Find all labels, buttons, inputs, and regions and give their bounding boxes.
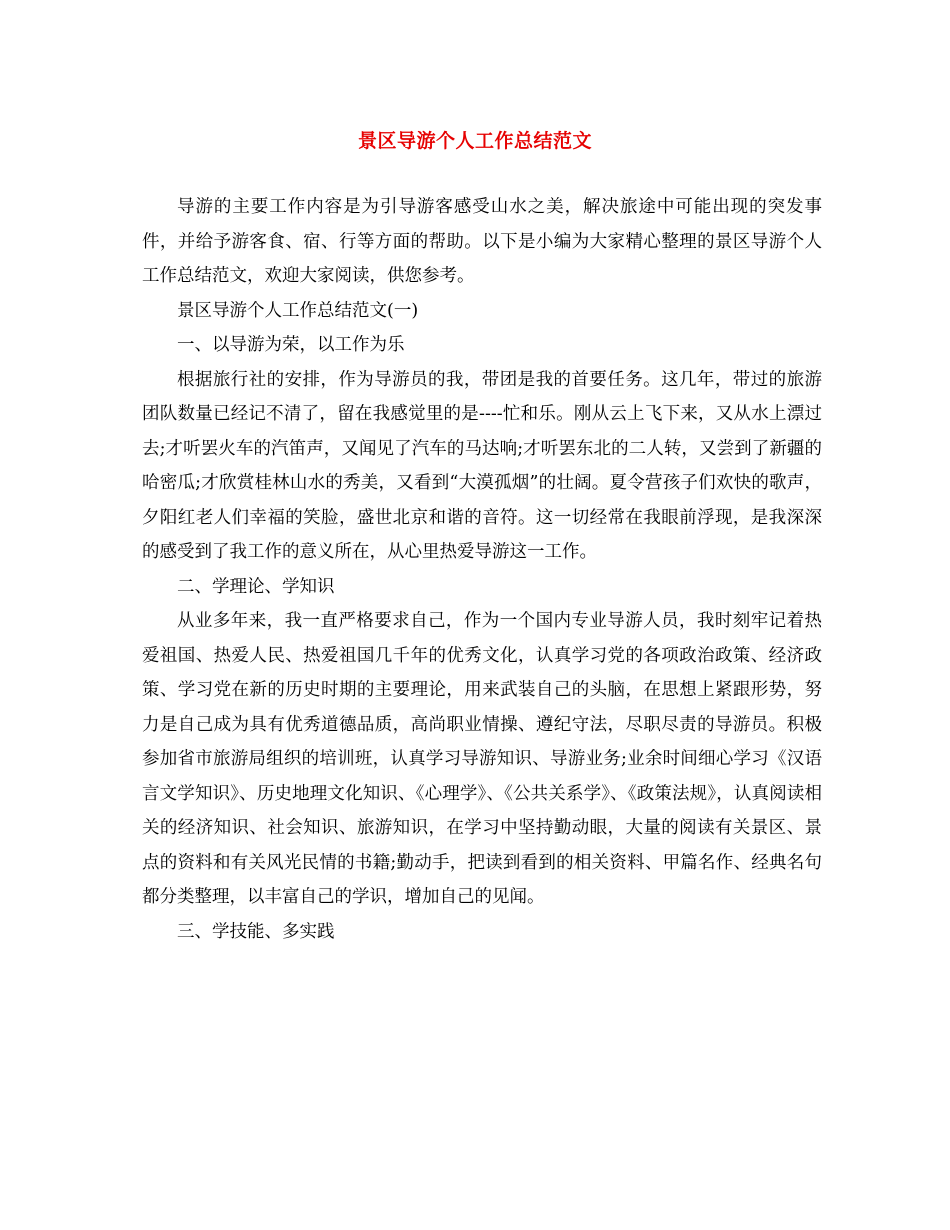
section-heading-1: 一、以导游为荣，以工作为乐 [177,335,405,355]
body-paragraph-1: 根据旅行社的安排，作为导游员的我，带团是我的首要任务。这几年，带过的旅游团队数量已经记不清了，留在我感觉里的是----忙和乐。刚从云上飞下来，又从水上漂过去;才听罢火车的汽笛声，又闻见了汽车的马达响;才听罢东北的二人转，又尝到了新疆的哈密瓜;才欣赏桂林山水的秀美，又看到“大漠孤烟”的壮阔。夏令营孩子们欢快的歌声，夕阳红老人们幸福的笑脸，盛世北京和谐的音符。这一切经常在我眼前浮现，是我深深的感受到了我工作的意义所在，从心里热爱导游这一工作。 [142,369,822,562]
document-body [142,190,822,949]
intro-paragraph: 导游的主要工作内容是为引导游客感受山水之美，解决旅途中可能出现的突发事件，并给予游客食、宿、行等方面的帮助。以下是小编为大家精心整理的景区导游个人工作总结范文，欢迎大家阅读，供您参考。 [142,197,822,286]
document-title: 景区导游个人工作总结范文 [357,130,592,152]
section-heading-part-one: 景区导游个人工作总结范文(一) [177,300,419,321]
section-heading-2: 二、学理论、学知识 [177,576,335,597]
section-heading-3: 三、学技能、多实践 [177,921,335,942]
body-paragraph-2: 从业多年来，我一直严格要求自己，作为一个国内专业导游人员，我时刻牢记着热爱祖国、热爱人民、热爱祖国几千年的优秀文化，认真学习党的各项政治政策、经济政策、学习党在新的历史时期的主要理论，用来武装自己的头脑，在思想上紧跟形势，努力是自己成为具有优秀道德品质，高尚职业情操、遵纪守法，尽职尽责的导游员。积极参加省市旅游局组织的培训班，认真学习导游知识、导游业务;业余时间细心学习《汉语言文学知识》、历史地理文化知识、《心理学》、《公共关系学》、《政策法规》，认真阅读相关的经济知识、社会知识、旅游知识，在学习中坚持勤动眼，大量的阅读有关景区、景点的资料和有关风光民情的书籍;勤动手，把读到看到的相关资料、甲篇名作、经典名句都分类整理，以丰富自己的学识，增加自己的见闻。 [142,611,822,907]
